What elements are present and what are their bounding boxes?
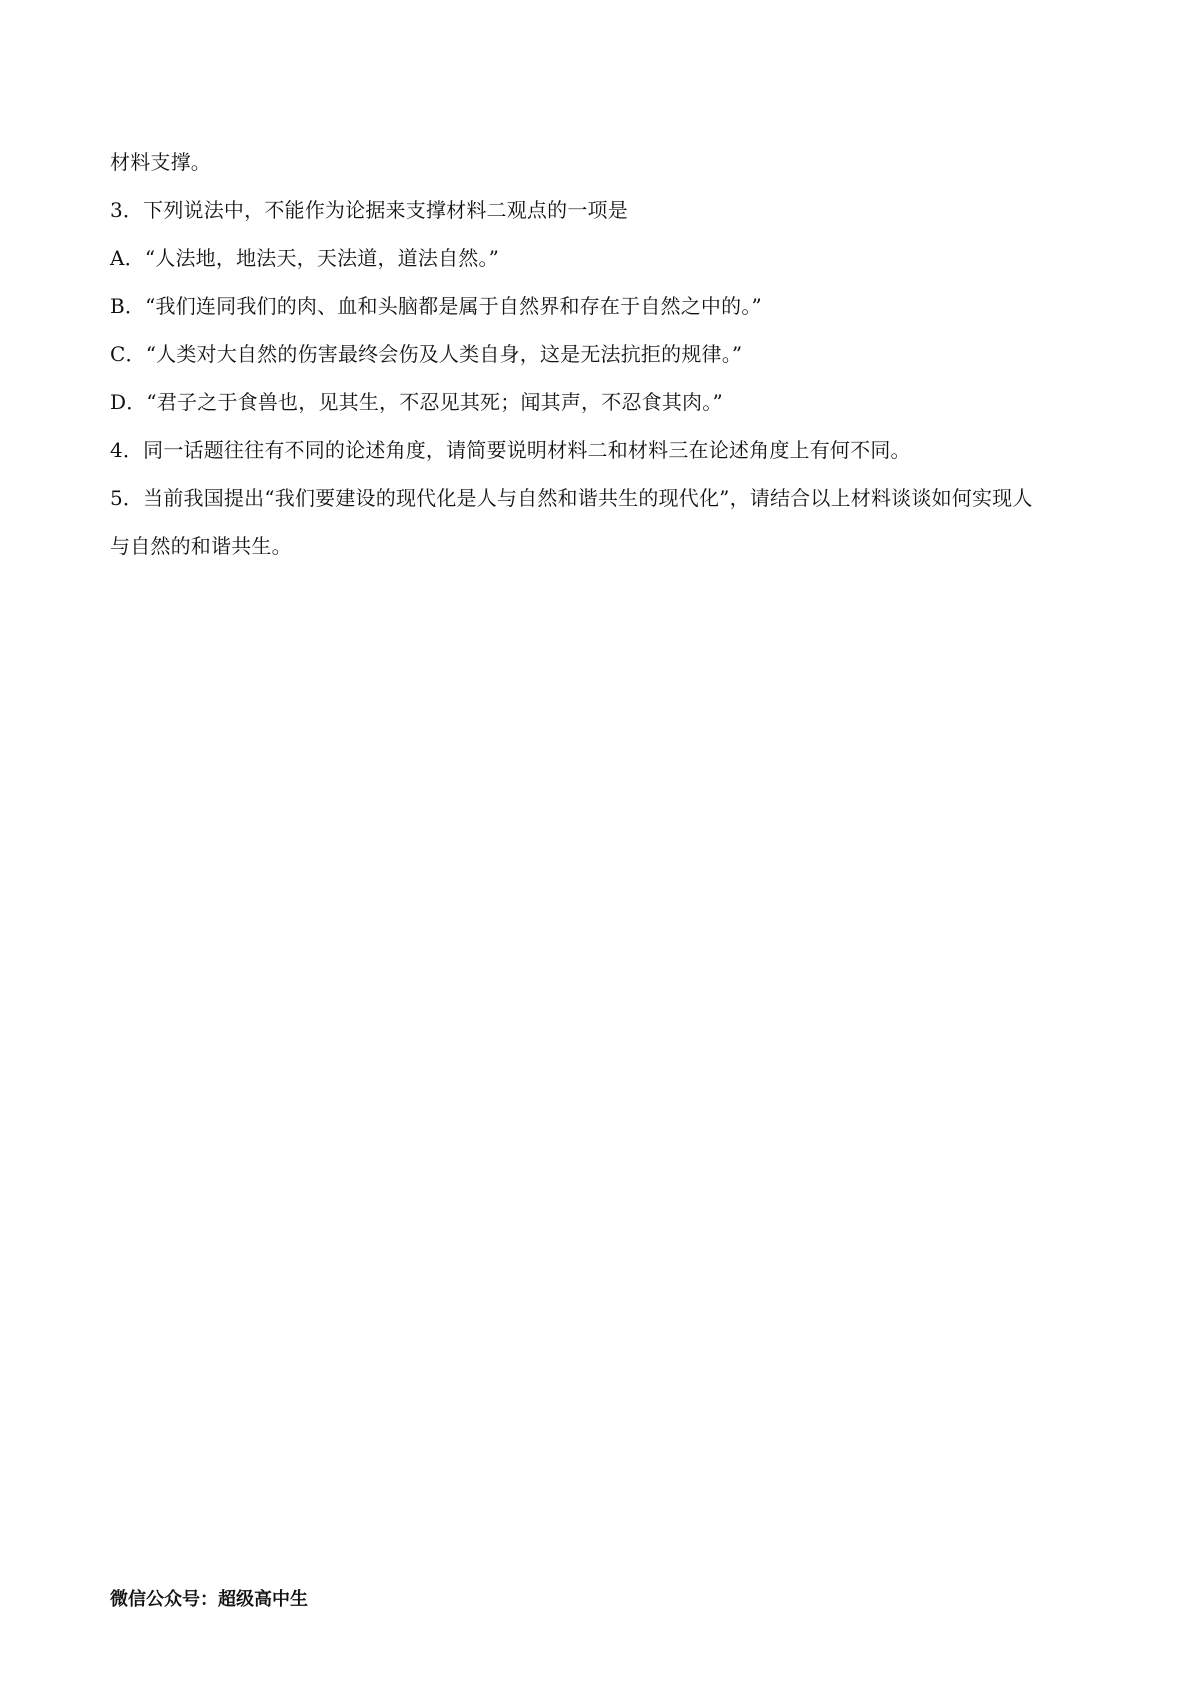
paragraph-continuation: 材料支撑。: [110, 150, 211, 174]
document-body: [110, 150, 1110, 582]
footer-wechat-account: 微信公众号：超级高中生: [110, 1589, 308, 1610]
question-3: 3．下列说法中，不能作为论据来支撑材料二观点的一项是: [110, 198, 628, 222]
option-c: C．“人类对大自然的伤害最终会伤及人类自身，这是无法抗拒的规律。”: [110, 342, 743, 366]
question-5: 5．当前我国提出“我们要建设的现代化是人与自然和谐共生的现代化”，请结合以上材料谈谈如何实现人: [110, 486, 1033, 510]
question-5-continuation: 与自然的和谐共生。: [110, 534, 292, 558]
option-d: D．“君子之于食兽也，见其生，不忍见其死；闻其声，不忍食其肉。”: [110, 390, 723, 414]
question-4: 4．同一话题往往有不同的论述角度，请简要说明材料二和材料三在论述角度上有何不同。: [110, 438, 911, 462]
option-b: B．“我们连同我们的肉、血和头脑都是属于自然界和存在于自然之中的。”: [110, 294, 762, 318]
option-a: A．“人法地，地法天，天法道，道法自然。”: [110, 246, 500, 270]
